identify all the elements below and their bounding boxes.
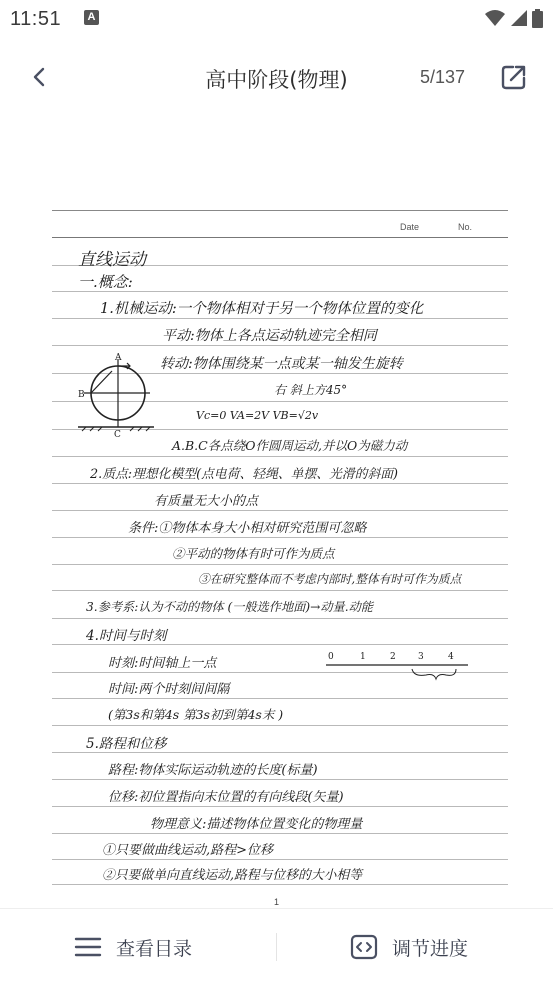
adjust-progress-button[interactable] (350, 929, 468, 965)
notebook-page (52, 207, 512, 883)
notification-badge-icon: A (84, 10, 99, 25)
ruled-line (52, 210, 508, 211)
ruled-line (52, 564, 508, 565)
status-time: 11:51 (10, 8, 62, 30)
ruled-line (52, 618, 508, 619)
ruled-line (52, 483, 508, 484)
note-line: 时间:两个时刻间间隔 (108, 682, 230, 697)
reader-header (0, 50, 553, 106)
document-viewer[interactable] (0, 125, 553, 908)
share-icon (499, 62, 529, 92)
note-line: 时刻:时间轴上一点 (108, 656, 217, 671)
ruled-line (52, 698, 508, 699)
note-line: 物理意义:描述物体位置变化的物理量 (150, 817, 363, 832)
wifi-icon (484, 9, 506, 27)
toc-label: 查看目录 (116, 937, 193, 960)
note-line: ③在研究整体而不考虑内部时,整体有时可作为质点 (198, 572, 462, 586)
note-line: 5.路程和位移 (86, 736, 167, 752)
note-line: A.B.C各点绕O作圆周运动,并以O为磁力动 (172, 438, 408, 453)
ruled-line (52, 537, 508, 538)
note-line: 2.质点:理想化模型(点电荷、轻绳、单摆、光滑的斜面) (90, 467, 399, 482)
diagram-label-c: C (114, 430, 121, 437)
ruled-line (52, 725, 508, 726)
ruled-line (52, 456, 508, 457)
timeline-diagram (322, 647, 472, 681)
note-line: (第3s和第4s 第3s初到第4s末 ) (108, 707, 284, 722)
note-line: 路程:物体实际运动轨迹的长度(标量) (108, 763, 318, 778)
ruled-line (52, 752, 508, 753)
share-button[interactable] (499, 62, 529, 92)
note-line: Vc=0 VA=2V VB=√2v (196, 409, 319, 422)
diagram-label-a: A (115, 353, 122, 363)
battery-icon (532, 9, 543, 28)
timeline-tick: 3 (418, 652, 424, 662)
ruled-line (52, 806, 508, 807)
note-line: ②只要做单向直线运动,路程与位移的大小相等 (102, 868, 363, 883)
ruled-line (52, 859, 508, 860)
note-line: 一.概念: (78, 273, 133, 291)
ruled-line (52, 237, 508, 238)
page-counter: 5/137 (420, 67, 466, 87)
note-line: 转动:物体围绕某一点或某一轴发生旋转 (160, 356, 403, 372)
adjust-progress-icon (350, 934, 378, 960)
page-number: 1 (273, 897, 279, 907)
page-title: 高中阶段(物理) (205, 68, 348, 92)
ruled-line (52, 510, 508, 511)
ruled-line (52, 590, 508, 591)
note-line: 1.机械运动:一个物体相对于另一个物体位置的变化 (100, 301, 424, 317)
timeline-tick: 1 (360, 652, 366, 662)
status-bar (0, 0, 553, 38)
adjust-progress-label: 调节进度 (392, 937, 469, 960)
ruled-line (52, 318, 508, 319)
ruled-line (52, 833, 508, 834)
no-label: No. (458, 222, 473, 232)
ruled-line (52, 884, 508, 885)
bottom-toolbar (0, 908, 553, 984)
signal-icon (510, 9, 528, 27)
note-line: 直线运动 (78, 250, 146, 270)
ruled-line (52, 644, 508, 645)
timeline-tick: 2 (390, 652, 396, 662)
date-label: Date (400, 222, 420, 232)
toc-button[interactable] (74, 929, 192, 965)
menu-icon (74, 935, 102, 959)
diagram-label-b: B (78, 390, 85, 400)
note-line: 平动:物体上各点运动轨迹完全相同 (162, 328, 377, 344)
timeline-tick: 4 (448, 652, 454, 662)
timeline-tick: 0 (328, 652, 334, 662)
note-line: 4.时间与时刻 (86, 628, 167, 644)
ruled-line (52, 779, 508, 780)
note-line: 条件:①物体本身大小相对研究范围可忽略 (128, 521, 367, 536)
note-line: ②平动的物体有时可作为质点 (172, 546, 335, 561)
note-line: 3.参考系:认为不动的物体 (一般选作地面)→动量.动能 (86, 600, 373, 614)
note-line: 有质量无大小的点 (154, 494, 259, 509)
toolbar-divider (276, 933, 277, 961)
status-icons (484, 9, 543, 27)
note-line: 位移:初位置指向末位置的有向线段(矢量) (108, 790, 344, 805)
ruled-line (52, 345, 508, 346)
note-line: ①只要做曲线运动,路程>位移 (102, 843, 274, 858)
note-line: 右 斜上方45° (274, 383, 348, 397)
rotation-diagram (78, 351, 154, 437)
